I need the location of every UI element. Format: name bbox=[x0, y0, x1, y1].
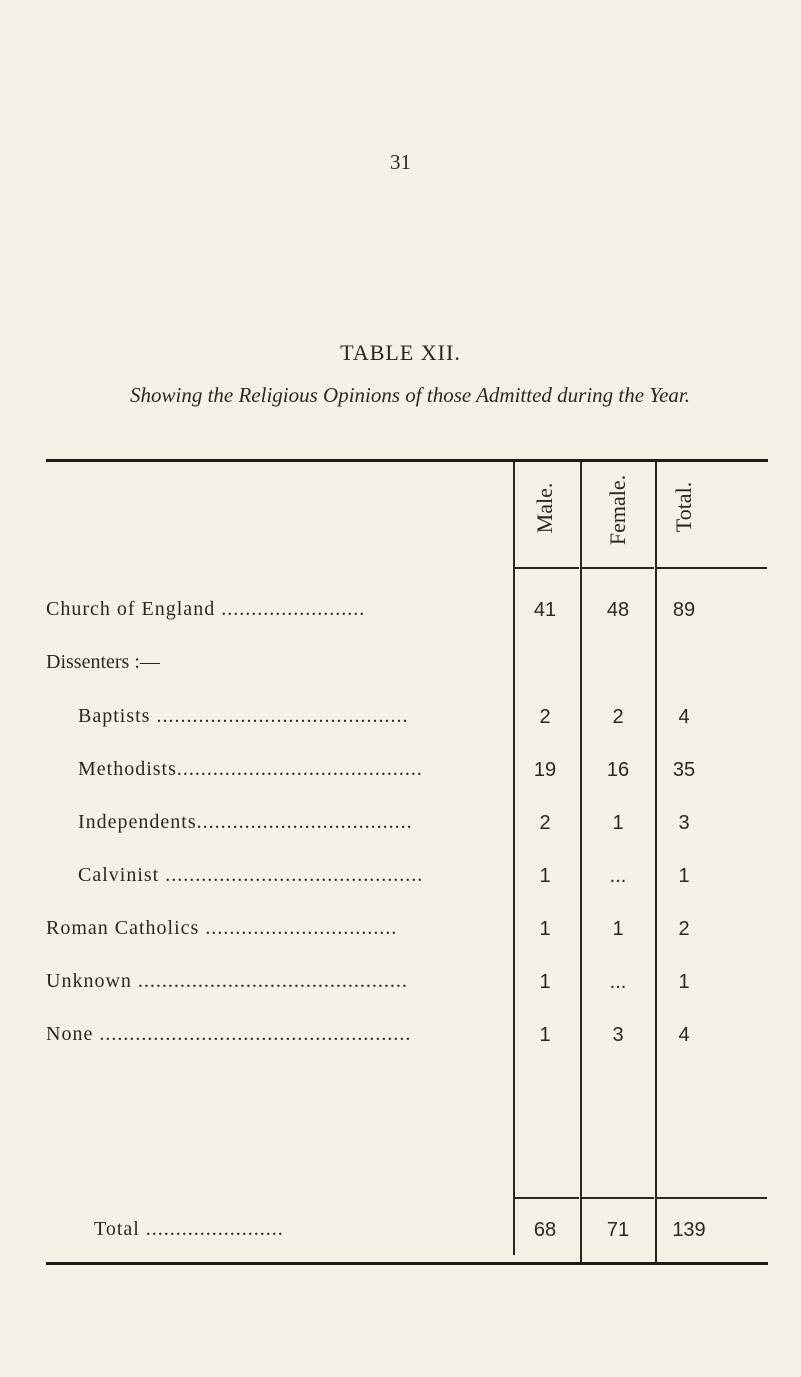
total-female: 71 bbox=[606, 1219, 630, 1241]
cell-total: 4 bbox=[678, 1024, 690, 1046]
top-rule bbox=[46, 459, 768, 462]
bottom-rule bbox=[46, 1262, 768, 1265]
column-header-total: Total. bbox=[671, 481, 696, 533]
cell-total: 35 bbox=[672, 759, 696, 781]
cell-total: 3 bbox=[678, 812, 690, 834]
cell-male: 2 bbox=[539, 706, 551, 728]
row-label: Unknown ............................................. bbox=[46, 970, 408, 992]
cell-male: 1 bbox=[539, 865, 551, 887]
cell-total: 89 bbox=[672, 599, 696, 621]
cell-male: 1 bbox=[539, 971, 551, 993]
row-label: Roman Catholics ................................ bbox=[46, 917, 398, 939]
header-underline bbox=[582, 567, 654, 569]
page-number: 31 bbox=[390, 150, 411, 174]
total-overline bbox=[582, 1197, 654, 1199]
column-header-female: Female. bbox=[605, 474, 630, 546]
column-divider bbox=[580, 462, 582, 572]
cell-female: 3 bbox=[612, 1024, 624, 1046]
cell-female: 2 bbox=[612, 706, 624, 728]
section-label: Dissenters :— bbox=[46, 651, 160, 673]
cell-male: 1 bbox=[539, 1024, 551, 1046]
column-divider bbox=[655, 462, 657, 1262]
cell-female: 1 bbox=[612, 918, 624, 940]
total-overline bbox=[515, 1197, 579, 1199]
cell-total: 1 bbox=[678, 865, 690, 887]
total-total: 139 bbox=[672, 1219, 706, 1241]
row-label: Methodists......................................... bbox=[78, 758, 423, 780]
row-label: Calvinist ........................................... bbox=[78, 864, 424, 886]
cell-female: 48 bbox=[606, 599, 630, 621]
cell-female: 16 bbox=[606, 759, 630, 781]
column-header-male: Male. bbox=[532, 482, 557, 534]
cell-male: 1 bbox=[539, 918, 551, 940]
cell-male: 19 bbox=[533, 759, 557, 781]
column-divider bbox=[513, 462, 515, 1255]
row-label: Baptists .......................................... bbox=[78, 705, 409, 727]
total-male: 68 bbox=[533, 1219, 557, 1241]
header-underline bbox=[515, 567, 579, 569]
cell-total: 4 bbox=[678, 706, 690, 728]
cell-male: 41 bbox=[533, 599, 557, 621]
total-label: Total ....................... bbox=[94, 1218, 284, 1240]
table-subtitle: Showing the Religious Opinions of those Admitted during the Year. bbox=[129, 383, 690, 407]
header-underline bbox=[657, 567, 767, 569]
column-divider bbox=[580, 568, 582, 1263]
total-overline bbox=[657, 1197, 767, 1199]
cell-total: 2 bbox=[678, 918, 690, 940]
cell-female: 1 bbox=[612, 812, 624, 834]
row-label: Church of England ........................ bbox=[46, 598, 366, 620]
row-label: Independents.................................... bbox=[78, 811, 413, 833]
cell-male: 2 bbox=[539, 812, 551, 834]
cell-female: ... bbox=[609, 865, 627, 887]
row-label: None .................................................... bbox=[46, 1023, 412, 1045]
cell-total: 1 bbox=[678, 971, 690, 993]
cell-female: ... bbox=[609, 971, 627, 993]
table-title: TABLE XII. bbox=[340, 340, 461, 365]
